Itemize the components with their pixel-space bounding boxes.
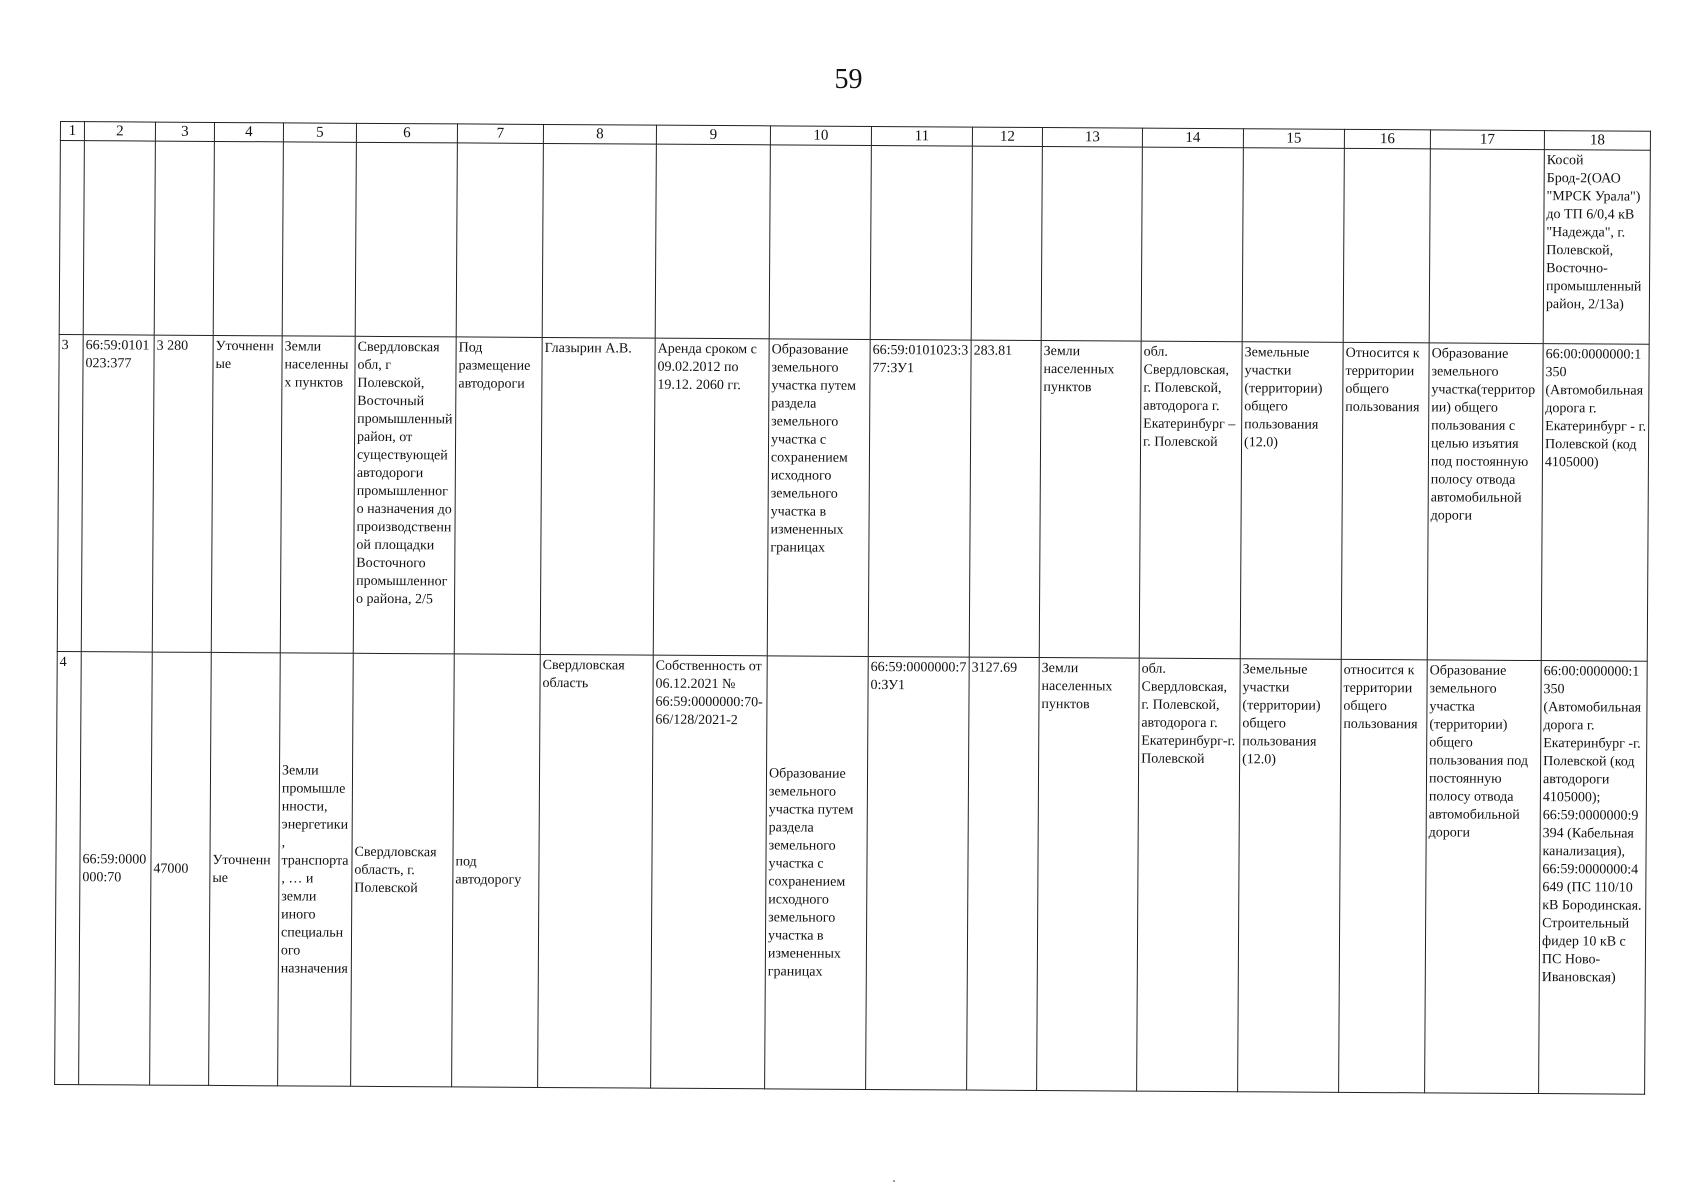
column-header: 1 bbox=[60, 122, 84, 141]
column-header: 15 bbox=[1243, 129, 1344, 149]
row-number-cell: 3 bbox=[57, 334, 83, 651]
table-cell bbox=[1141, 147, 1243, 342]
new-plot-use-cell: Земельные участки (территории) общего пользования (12.0) bbox=[1238, 659, 1342, 1093]
right-holder-cell: Свердловская область bbox=[538, 654, 654, 1088]
formation-method-cell: Образование земельного участка путем раздела земельного участка с сохранением исходного земельного участка в измененных границах bbox=[767, 339, 870, 657]
table-cell bbox=[456, 143, 543, 338]
purpose-cell: Образование земельного участка (территории) общего пользования под постоянную полосу отвода автомобильной дороги bbox=[1425, 660, 1542, 1094]
column-header: 9 bbox=[656, 125, 770, 145]
page-number: 59 bbox=[834, 64, 863, 95]
column-header: 6 bbox=[356, 123, 457, 143]
table-cell bbox=[971, 146, 1042, 340]
table-cell bbox=[213, 141, 283, 335]
cadastral-number-cell: 66:59:0000000:70 bbox=[79, 652, 153, 1085]
table-row-continuation bbox=[59, 141, 1650, 345]
new-plot-use-cell: Земельные участки (территории) общего пользования (12.0) bbox=[1240, 342, 1343, 660]
land-category-cell: Земли населенных пунктов bbox=[280, 336, 355, 653]
table-cell bbox=[1343, 148, 1430, 343]
area-status-cell: Уточненные bbox=[211, 335, 282, 652]
row-number-cell: 4 bbox=[55, 651, 82, 1084]
right-type-cell: Собственность от 06.12.2021 № 66:59:0000000:70-66/128/2021-2 bbox=[651, 655, 768, 1089]
column-header: 2 bbox=[84, 122, 155, 141]
column-header: 12 bbox=[972, 127, 1042, 146]
address-cell: Свердловская обл, г Полевской, Восточный промышленный район, от существующей автодороги промышленного назначения до производственной площадки Восточного промышленного района, 2/5 bbox=[353, 336, 456, 654]
table-cell: Косой Брод-2(ОАО "МРСК Урала") до ТП 6/0,4 кВ "Надежда", г. Полевской, Восточно-промышленный район, 2/13а) bbox=[1543, 150, 1650, 345]
land-category-cell: Земли промышленности, энергетики, транспорта, … и земли иного специального назначения bbox=[278, 653, 354, 1086]
land-plot-table bbox=[54, 121, 1651, 1095]
area-cell: 47000 bbox=[150, 652, 212, 1085]
column-header: 17 bbox=[1430, 130, 1544, 150]
table-cell bbox=[655, 144, 770, 339]
new-plot-number-cell: 66:59:0101023:377:ЗУ1 bbox=[868, 339, 971, 657]
column-header: 14 bbox=[1142, 128, 1243, 148]
permitted-use-cell: под автодорогу bbox=[452, 654, 541, 1088]
column-header: 5 bbox=[283, 123, 356, 142]
related-objects-cell: 66:00:0000000:1350 (Автомобильная дорога г. Екатеринбург - г. Полевской (код 4105000) bbox=[1541, 344, 1649, 662]
scan-speck bbox=[893, 1180, 895, 1182]
public-territory-cell: Относится к территории общего пользования bbox=[1341, 342, 1429, 660]
land-plot-table-wrapper bbox=[54, 121, 1650, 1095]
right-type-cell: Аренда сроком с 09.02.2012 по 19.12. 2060 гг. bbox=[653, 338, 769, 656]
purpose-cell: Образование земельного участка(территории) общего пользования с целью изъятия под постоянную полосу отвода автомобильной дороги bbox=[1427, 343, 1543, 661]
table-cell bbox=[83, 141, 155, 335]
new-plot-address-cell: обл. Свердловская, г. Полевской, автодорога г. Екатеринбург-г. Полевской bbox=[1137, 658, 1241, 1092]
permitted-use-cell: Под размещение автодороги bbox=[454, 337, 542, 655]
area-status-cell: Уточненные bbox=[209, 652, 281, 1085]
table-cell bbox=[1242, 148, 1344, 343]
column-header: 18 bbox=[1544, 131, 1650, 151]
table-cell bbox=[769, 145, 871, 340]
column-header: 11 bbox=[871, 126, 972, 146]
formation-method-cell: Образование земельного участка путем раздела земельного участка с сохранением исходного земельного участка в измененных границах bbox=[765, 656, 869, 1090]
new-plot-number-cell: 66:59:0000000:70:ЗУ1 bbox=[866, 656, 970, 1090]
new-plot-category-cell: Земли населенных пунктов bbox=[1037, 657, 1140, 1091]
column-header: 7 bbox=[457, 124, 543, 144]
area-cell: 3 280 bbox=[152, 335, 213, 652]
column-header: 16 bbox=[1344, 129, 1430, 149]
table-cell bbox=[1429, 149, 1544, 344]
column-header: 4 bbox=[214, 122, 283, 141]
new-plot-area-cell: 283.81 bbox=[969, 340, 1041, 657]
column-header: 10 bbox=[770, 126, 871, 146]
address-cell: Свердловская область, г. Полевской bbox=[351, 653, 455, 1087]
table-cell bbox=[870, 145, 972, 340]
table-cell bbox=[59, 141, 84, 335]
new-plot-area-cell: 3127.69 bbox=[967, 657, 1040, 1090]
right-holder-cell: Глазырин А.В. bbox=[540, 337, 655, 655]
table-cell bbox=[542, 143, 656, 338]
public-territory-cell: относится к территории общего пользования bbox=[1339, 659, 1428, 1093]
table-cell bbox=[355, 142, 457, 337]
column-header: 8 bbox=[543, 124, 656, 144]
cadastral-number-cell: 66:59:0101023:377 bbox=[81, 335, 154, 652]
table-cell bbox=[154, 141, 214, 335]
table-row bbox=[57, 334, 1649, 661]
table-row bbox=[55, 651, 1648, 1094]
new-plot-category-cell: Земли населенных пунктов bbox=[1039, 340, 1141, 658]
related-objects-cell: 66:00:0000000:1350 (Автомобильная дорога г. Екатеринбург -г. Полевской (код автодороги 4105000); 66:59:0000000:9394 (Кабельная канализация), 66:59:0000000:4649 (ПС 110/10 кВ Бородинская. Строительный фидер 10 кВ с ПС Ново-Ивановская) bbox=[1539, 661, 1648, 1095]
table-cell bbox=[282, 142, 356, 336]
table-cell bbox=[1041, 147, 1142, 342]
new-plot-address-cell: обл. Свердловская, г. Полевской, автодорога г. Екатеринбург – г. Полевской bbox=[1139, 341, 1242, 659]
column-header: 3 bbox=[155, 122, 214, 141]
column-header: 13 bbox=[1042, 128, 1142, 148]
